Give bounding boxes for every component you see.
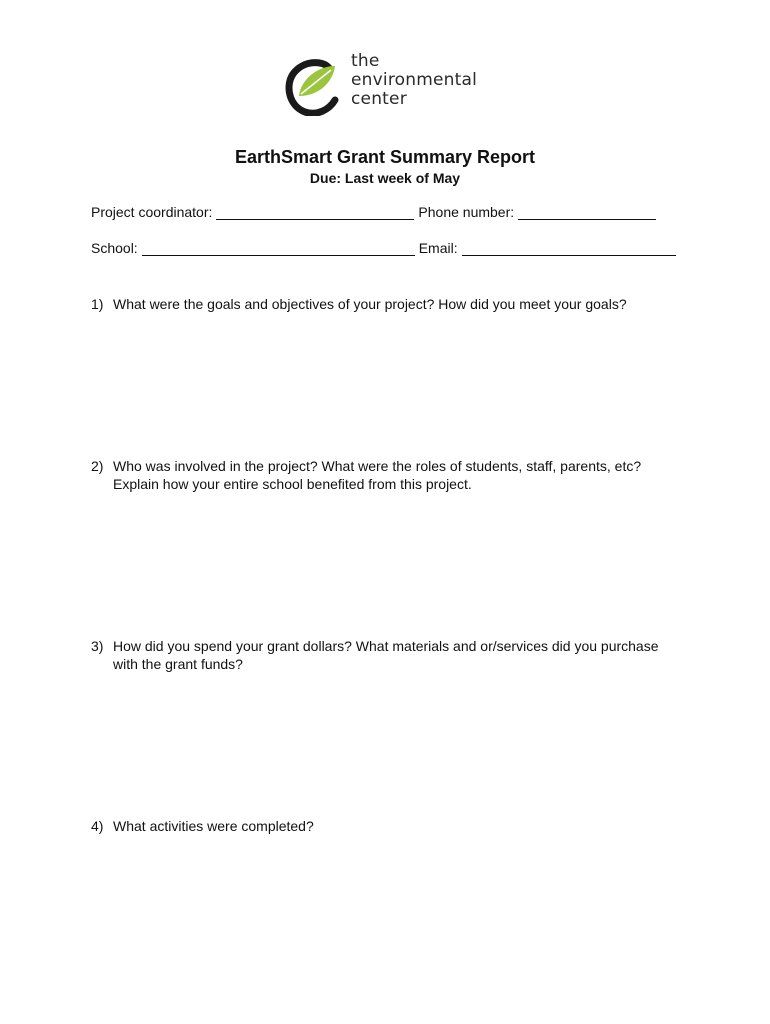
- question-1: [91, 295, 627, 313]
- question-text: What activities were completed?: [113, 818, 314, 834]
- question-4: [91, 817, 314, 835]
- question-2: [91, 457, 641, 493]
- coordinator-label: Project coordinator:: [91, 204, 213, 220]
- logo-line-3: center: [351, 89, 407, 109]
- question-text: What were the goals and objectives of your project? How did you meet your goals?: [113, 296, 627, 312]
- school-label: School:: [91, 240, 138, 256]
- email-label: Email:: [418, 240, 458, 256]
- question-number: 3): [91, 638, 104, 654]
- school-field[interactable]: [142, 241, 415, 256]
- question-text: Explain how your entire school benefited from this project.: [113, 476, 472, 492]
- phone-field[interactable]: [518, 205, 656, 220]
- due-date: Due: Last week of May: [309, 170, 461, 186]
- logo-wordmark: [351, 52, 477, 109]
- organization-logo: [285, 52, 495, 116]
- logo-line-2: environmental: [351, 70, 478, 90]
- question-3: [91, 637, 659, 673]
- question-number: 1): [91, 296, 104, 312]
- question-number: 2): [91, 458, 104, 474]
- report-title: EarthSmart Grant Summary Report: [234, 147, 536, 167]
- question-text: How did you spend your grant dollars? What materials and or/services did you purchase: [113, 638, 659, 654]
- coordinator-field[interactable]: [216, 205, 414, 220]
- school-email-row: [91, 240, 680, 256]
- logo-line-1: the: [351, 51, 380, 71]
- question-text: with the grant funds?: [113, 656, 243, 672]
- phone-label: Phone number:: [418, 204, 515, 220]
- email-field[interactable]: [462, 241, 676, 256]
- question-number: 4): [91, 818, 104, 834]
- question-text: Who was involved in the project? What were the roles of students, staff, parents, etc?: [113, 458, 642, 474]
- coordinator-phone-row: [91, 204, 660, 220]
- leaf-e-logo-icon: [285, 56, 345, 116]
